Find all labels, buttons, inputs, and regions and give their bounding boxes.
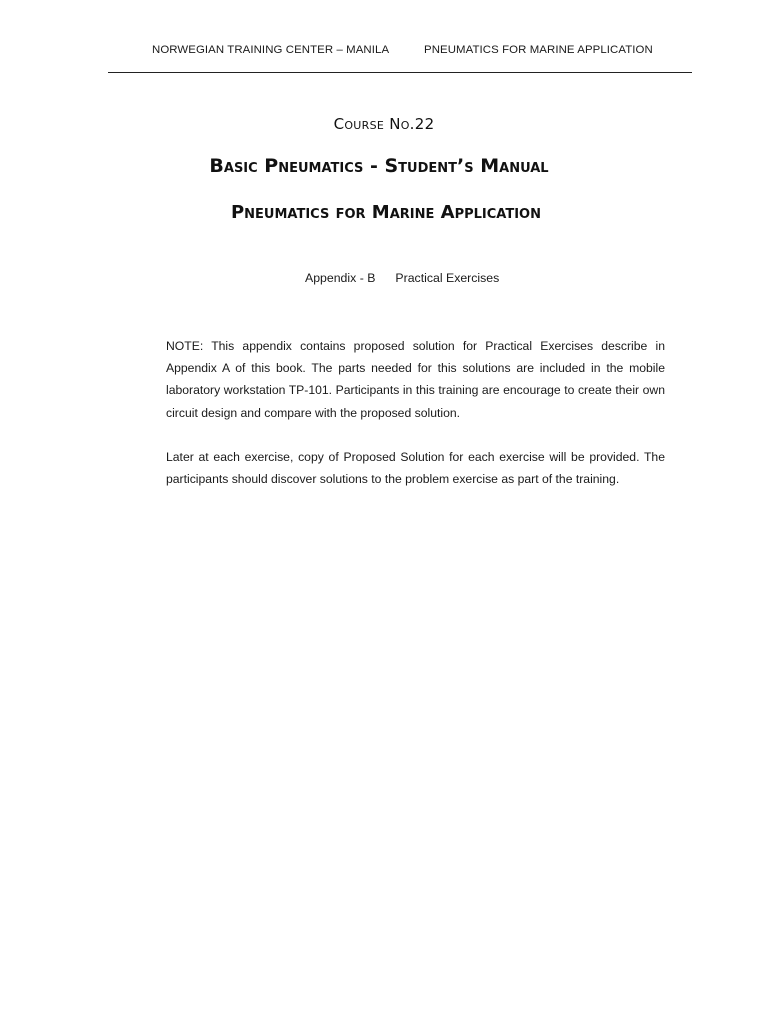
header-course-title: PNEUMATICS FOR MARINE APPLICATION [424, 44, 653, 56]
appendix-heading [305, 271, 499, 285]
appendix-label: Appendix - B [305, 271, 376, 285]
course-number: Course No.22 [333, 115, 435, 133]
appendix-title: Practical Exercises [395, 271, 500, 285]
page-header [108, 40, 692, 73]
sub-title: Pneumatics for Marine Application [230, 202, 541, 223]
header-organization: NORWEGIAN TRAINING CENTER – MANILA [152, 44, 390, 56]
note-paragraph: NOTE: This appendix contains proposed solution for Practical Exercises describe in Appendix A of this book. The parts needed for this solutions are included in the mobile laboratory workstation TP-101. Participants in this training are encourage to create their own circuit design and compare with the proposed solution. [166, 339, 665, 420]
exercise-paragraph: Later at each exercise, copy of Proposed Solution for each exercise will be provided. The participants should discover solutions to the problem exercise as part of the training. [166, 450, 665, 487]
main-title: Basic Pneumatics - Student’s Manual [209, 155, 549, 177]
